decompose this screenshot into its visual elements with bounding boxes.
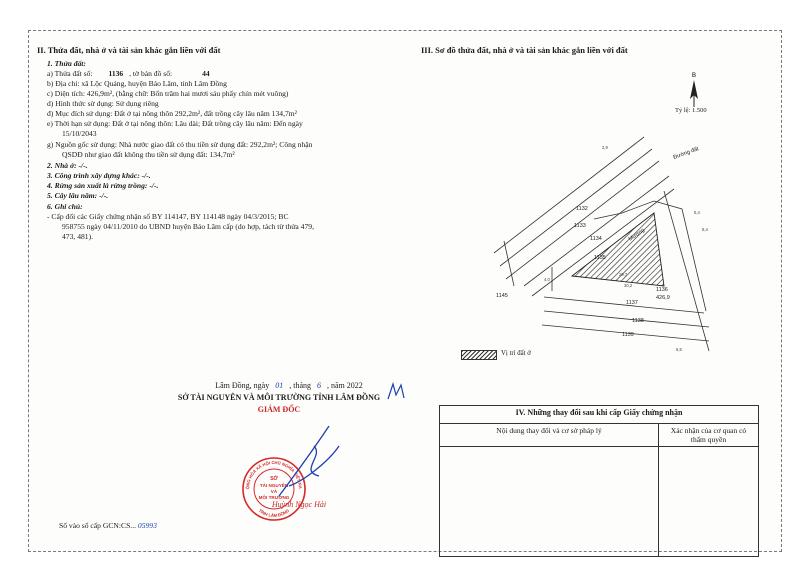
changes-table bbox=[439, 405, 759, 557]
stamp-bottom-text: TỈNH LÂM ĐỒNG bbox=[257, 507, 291, 519]
parcel-map bbox=[484, 101, 759, 376]
note-line-1: - Cấp đổi các Giấy chứng nhận số BY 114147, BY 114148 ngày 04/3/2015; BC bbox=[47, 212, 289, 221]
issue-day: 01 bbox=[275, 381, 284, 390]
usage-purpose-line: đ) Mục đích sử dụng: Đất ở tại nông thôn 292,2m², đất trồng cây lâu năm 134,7m² bbox=[47, 109, 297, 118]
parcel-1133: 1133 bbox=[574, 223, 586, 229]
dim-7: 5,5 bbox=[676, 347, 682, 352]
stamp-line-4: MÔI TRƯỜNG bbox=[258, 495, 290, 500]
north-letter: B bbox=[691, 73, 697, 79]
legend-hatch-swatch bbox=[461, 350, 497, 360]
dim-1: 2,9 bbox=[602, 145, 608, 150]
changes-table-title: IV. Những thay đổi sau khi cấp Giấy chứng nhận bbox=[440, 406, 759, 424]
notes-header: 6. Ghi chú: bbox=[47, 202, 83, 211]
parcel-1132: 1132 bbox=[576, 206, 588, 212]
note-line-2: 958755 ngày 04/11/2010 do UBND huyện Bảo Lâm cấp (do hợp, tách từ thửa 479, bbox=[62, 222, 314, 231]
section-iii-title: III. Sơ đồ thửa đất, nhà ở và tài sản khác gắn liền với đất bbox=[421, 45, 628, 55]
dim-4: 29,7 bbox=[619, 272, 628, 277]
changes-content-cell[interactable] bbox=[440, 447, 659, 557]
issuing-org: SỞ TÀI NGUYÊN VÀ MÔI TRƯỜNG TỈNH LÂM ĐỒNG bbox=[177, 393, 381, 402]
parcel-1134: 1134 bbox=[590, 236, 602, 242]
stamp-line-2: TÀI NGUYÊN bbox=[259, 483, 289, 488]
changes-confirm-cell[interactable] bbox=[659, 447, 759, 557]
register-number: Số vào sổ cấp GCN:CS... 05993 bbox=[59, 521, 157, 530]
issue-date: Lâm Đồng, ngày 01 , tháng 6 , năm 2022 bbox=[215, 381, 363, 390]
address-line: b) Địa chỉ: xã Lộc Quảng, huyện Bảo Lâm, tỉnh Lâm Đồng bbox=[47, 79, 227, 88]
perennial-line: 5. Cây lâu năm: -/-. bbox=[47, 191, 109, 200]
note-line-3: 473, 481). bbox=[62, 232, 94, 241]
main-parcel-area: 426,9 bbox=[656, 295, 670, 301]
signature-scribble bbox=[269, 416, 349, 506]
usage-term-line: e) Thời hạn sử dụng: Đất ở tại nông thôn: Lâu dài; Đất trồng cây lâu năm: Đến ngày bbox=[47, 119, 303, 128]
land-parcel-header: 1. Thửa đất: bbox=[47, 59, 86, 68]
origin-line-2: QSDĐ như giao đất không thu tiền sử dụng đất: 134,7m² bbox=[62, 150, 235, 159]
usage-form-line: d) Hình thức sử dụng: Sử dụng riêng bbox=[47, 99, 159, 108]
sheet-number: 44 bbox=[202, 69, 210, 78]
usage-term-date: 15/10/2043 bbox=[62, 129, 97, 138]
main-parcel-number: 1136 bbox=[656, 287, 668, 293]
dim-2: 5,4 bbox=[694, 210, 700, 215]
changes-col-content: Nội dung thay đổi và cơ sở pháp lý bbox=[440, 424, 659, 447]
parcel-1138: 1138 bbox=[632, 318, 644, 324]
issue-month: 6 bbox=[317, 381, 321, 390]
construction-line: 3. Công trình xây dựng khác: -/-. bbox=[47, 171, 151, 180]
parcel-prefix: a) Thửa đất số: bbox=[47, 69, 93, 78]
road-label: Đường đất bbox=[672, 146, 700, 161]
parcel-number-line bbox=[47, 69, 210, 78]
area-line: c) Diện tích: 426,9m², (bằng chữ: Bốn trăm hai mươi sáu phẩy chín mét vuông) bbox=[47, 89, 289, 98]
signer-name: Huỳnh Ngọc Hải bbox=[271, 500, 327, 509]
house-line: 2. Nhà ở: -/-. bbox=[47, 161, 88, 170]
map-scale: Tỷ lệ: 1.500 bbox=[675, 107, 707, 114]
stamp-outer-text: ỘNG HÒA XÃ HỘI CHỦ NGHĨA VIỆT NA bbox=[244, 459, 304, 490]
changes-col-confirm: Xác nhận của cơ quan có thẩm quyền bbox=[659, 424, 759, 447]
parcel-1139: 1139 bbox=[622, 332, 634, 338]
channel-label: Mương bbox=[627, 227, 646, 243]
dim-3: 8,4 bbox=[702, 227, 708, 232]
parcel-1137: 1137 bbox=[626, 300, 638, 306]
dim-6: 4,0 bbox=[544, 277, 550, 282]
stamp-line-1: SỞ bbox=[270, 476, 278, 482]
certificate-page bbox=[28, 30, 782, 552]
initials-scribble bbox=[385, 381, 407, 403]
legend-label: Vị trí đất ở bbox=[501, 350, 531, 357]
sheet-prefix: , tờ bản đồ số: bbox=[129, 69, 173, 78]
signer-position: GIÁM ĐỐC bbox=[257, 405, 301, 414]
origin-line: g) Nguồn gốc sử dụng: Nhà nước giao đất có thu tiền sử dụng đất: 292,2m²; Công nhận bbox=[47, 140, 313, 149]
stamp-line-3: VÀ bbox=[270, 489, 278, 494]
parcel-number: 1136 bbox=[108, 69, 124, 78]
forest-line: 4. Rừng sản xuất là rừng trồng: -/-. bbox=[47, 181, 159, 190]
parcel-1145: 1145 bbox=[496, 293, 508, 299]
parcel-1135: 1135 bbox=[594, 255, 606, 261]
register-value: 05993 bbox=[137, 521, 157, 530]
dim-5: 30,2 bbox=[624, 283, 633, 288]
section-ii-title: II. Thửa đất, nhà ở và tài sản khác gắn liền với đất bbox=[37, 45, 221, 55]
